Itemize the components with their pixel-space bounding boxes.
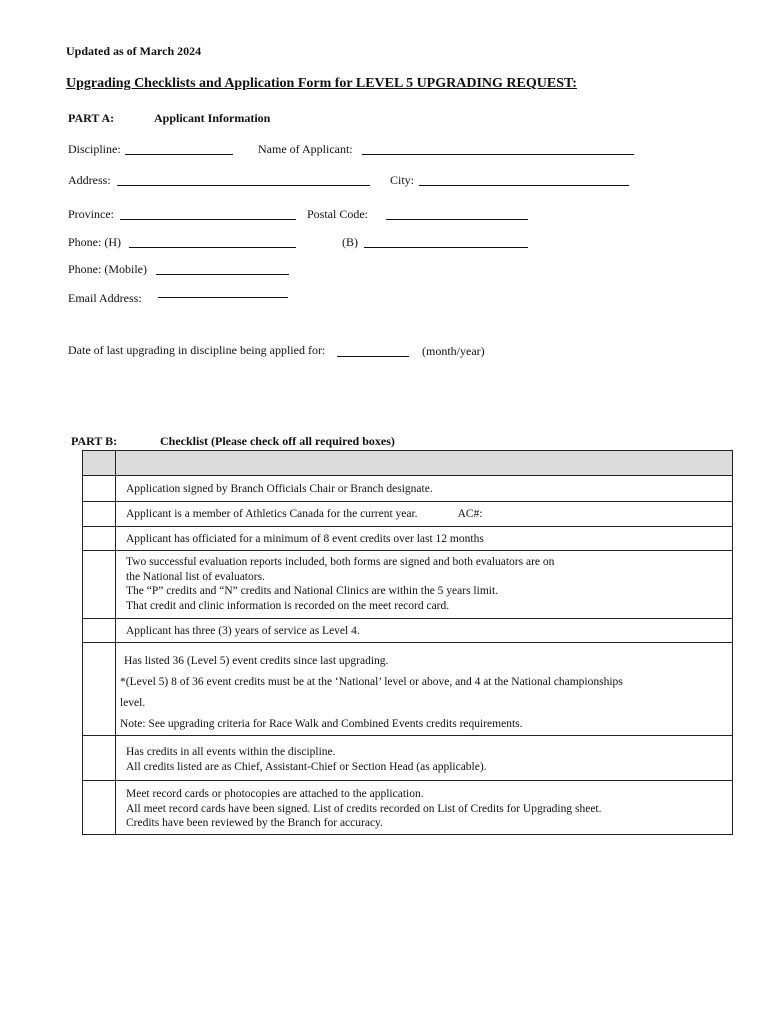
checklist-header-cell	[116, 451, 733, 476]
province-field[interactable]	[120, 219, 296, 220]
checklist-item-text: Note: See upgrading criteria for Race Walk and Combined Events credits requirements.	[120, 718, 523, 730]
city-label: City:	[390, 173, 415, 187]
address-label: Address:	[68, 173, 111, 187]
checkbox-cell[interactable]	[83, 736, 116, 781]
phone-home-field[interactable]	[129, 247, 296, 248]
phone-mobile-label: Phone: (Mobile)	[68, 262, 147, 276]
checklist-row	[83, 736, 733, 781]
checklist-table	[82, 450, 733, 835]
checklist-row	[83, 476, 733, 502]
checklist-item	[116, 502, 733, 527]
checklist-item	[116, 476, 733, 502]
checklist-item	[116, 527, 733, 551]
phone-business-field[interactable]	[364, 247, 528, 248]
checklist-item-text: Applicant is a member of Athletics Canada for the current year.	[126, 508, 418, 520]
updated-date: Updated as of March 2024	[66, 44, 202, 58]
checklist-item-text: Credits have been reviewed by the Branch for accuracy.	[126, 817, 383, 829]
part-a-heading: Applicant Information	[154, 111, 271, 125]
phone-mobile-field[interactable]	[156, 274, 289, 275]
checklist-header-row	[83, 451, 733, 476]
checkbox-cell[interactable]	[83, 502, 116, 527]
checklist-item-text: Has listed 36 (Level 5) event credits since last upgrading.	[124, 655, 389, 667]
part-a-label: PART A:	[68, 111, 115, 125]
checklist-item-text: level.	[120, 697, 146, 709]
checkbox-cell[interactable]	[83, 643, 116, 736]
applicant-name-label: Name of Applicant:	[258, 142, 353, 156]
checklist-item-text: Applicant has officiated for a minimum of 8 event credits over last 12 months	[126, 533, 484, 545]
checklist-item	[116, 736, 733, 781]
part-b-label: PART B:	[71, 434, 118, 448]
province-label: Province:	[68, 207, 114, 221]
checklist-row	[83, 643, 733, 736]
checkbox-cell[interactable]	[83, 551, 116, 619]
discipline-field[interactable]	[125, 154, 233, 155]
address-field[interactable]	[117, 185, 370, 186]
checklist-header-box	[83, 451, 116, 476]
checklist-item	[116, 619, 733, 643]
checklist-item-text: All meet record cards have been signed. List of credits recorded on List of Credits for Upgrading sheet.	[126, 802, 602, 815]
phone-home-label: Phone: (H)	[68, 235, 121, 249]
last-upgrade-field[interactable]	[337, 356, 409, 357]
checklist-item-text: the National list of evaluators.	[126, 570, 265, 583]
checklist-item-text: Application signed by Branch Officials Chair or Branch designate.	[126, 483, 433, 495]
checkbox-cell[interactable]	[83, 781, 116, 835]
checklist-item	[116, 643, 733, 736]
checklist-item-text: That credit and clinic information is recorded on the meet record card.	[126, 599, 450, 612]
checklist-row	[83, 781, 733, 835]
checklist-item-text: *(Level 5) 8 of 36 event credits must be at the ‘National’ level or above, and 4 at the National championships	[120, 676, 623, 688]
applicant-name-field[interactable]	[362, 154, 634, 155]
page-title: Upgrading Checklists and Application Form for LEVEL 5 UPGRADING REQUEST:	[66, 76, 577, 91]
checklist-row	[83, 502, 733, 527]
checkbox-cell[interactable]	[83, 619, 116, 643]
checklist-row	[83, 527, 733, 551]
email-label: Email Address:	[68, 291, 142, 305]
phone-business-label: (B)	[342, 235, 358, 249]
postal-code-label: Postal Code:	[307, 207, 369, 221]
city-field[interactable]	[419, 185, 629, 186]
checkbox-cell[interactable]	[83, 527, 116, 551]
month-year-hint: (month/year)	[422, 344, 485, 358]
checklist-item-text: The “P” credits and “N” credits and National Clinics are within the 5 years limit.	[126, 585, 499, 597]
checklist-item	[116, 551, 733, 619]
checklist-row	[83, 551, 733, 619]
checklist-item-text: Two successful evaluation reports included, both forms are signed and both evaluators are on	[126, 556, 555, 568]
part-b-heading: Checklist (Please check off all required boxes)	[160, 434, 395, 448]
discipline-label: Discipline:	[68, 142, 121, 156]
checklist-row	[83, 619, 733, 643]
postal-code-field[interactable]	[386, 219, 528, 220]
checklist-item-text: Applicant has three (3) years of service as Level 4.	[126, 625, 360, 637]
checklist-item-text: All credits listed are as Chief, Assistant-Chief or Section Head (as applicable).	[126, 760, 487, 773]
checklist-item	[116, 781, 733, 835]
checklist-item-text: Has credits in all events within the discipline.	[126, 746, 336, 758]
email-field[interactable]	[158, 297, 288, 298]
last-upgrade-label: Date of last upgrading in discipline being applied for:	[68, 343, 326, 357]
checkbox-cell[interactable]	[83, 476, 116, 502]
ac-number-label: AC#:	[457, 508, 483, 520]
checklist-item-text: Meet record cards or photocopies are attached to the application.	[126, 788, 424, 800]
